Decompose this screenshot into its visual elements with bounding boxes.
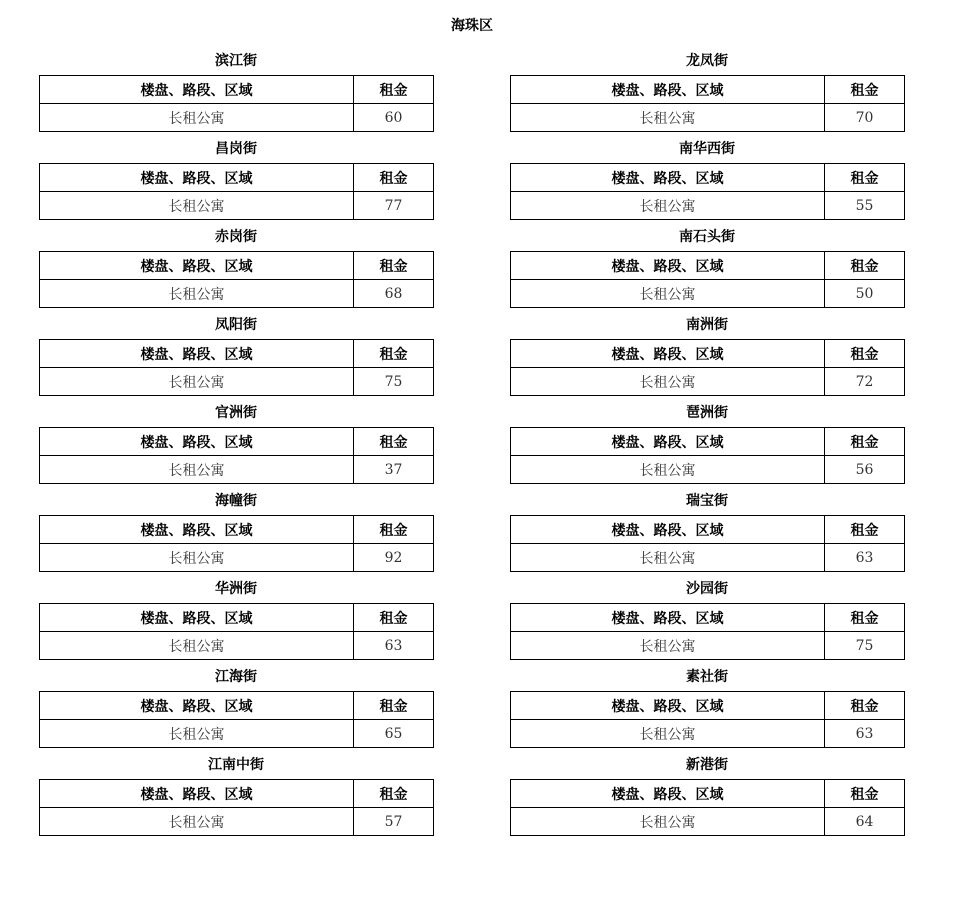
table-header-row bbox=[511, 76, 905, 104]
table-header-row bbox=[40, 692, 434, 720]
area-cell: 长租公寓 bbox=[511, 104, 825, 132]
table-header-row bbox=[511, 252, 905, 280]
area-cell: 长租公寓 bbox=[511, 544, 825, 572]
header-area: 楼盘、路段、区域 bbox=[511, 428, 825, 456]
table-row bbox=[40, 720, 434, 748]
rent-table bbox=[39, 163, 434, 220]
header-area: 楼盘、路段、区域 bbox=[511, 692, 825, 720]
table-row bbox=[511, 280, 905, 308]
header-rent: 租金 bbox=[825, 692, 905, 720]
table-header-row bbox=[511, 164, 905, 192]
table-header-row bbox=[40, 604, 434, 632]
header-rent: 租金 bbox=[825, 604, 905, 632]
rent-table bbox=[39, 603, 434, 660]
area-cell: 长租公寓 bbox=[511, 720, 825, 748]
header-rent: 租金 bbox=[354, 164, 434, 192]
street-name: 南石头街 bbox=[679, 229, 735, 245]
street-name: 龙凤街 bbox=[686, 53, 728, 69]
table-row bbox=[511, 368, 905, 396]
area-cell: 长租公寓 bbox=[40, 368, 354, 396]
rent-cell: 70 bbox=[825, 104, 905, 132]
header-area: 楼盘、路段、区域 bbox=[511, 76, 825, 104]
street-block bbox=[510, 488, 904, 576]
area-cell: 长租公寓 bbox=[40, 720, 354, 748]
rent-table bbox=[39, 779, 434, 836]
street-block bbox=[510, 48, 904, 136]
street-name: 华洲街 bbox=[215, 581, 257, 597]
table-row bbox=[40, 632, 434, 660]
table-row bbox=[40, 280, 434, 308]
street-block bbox=[510, 576, 904, 664]
header-rent: 租金 bbox=[354, 692, 434, 720]
street-name: 昌岗街 bbox=[215, 141, 257, 157]
header-rent: 租金 bbox=[354, 252, 434, 280]
rent-table bbox=[510, 427, 905, 484]
header-area: 楼盘、路段、区域 bbox=[511, 604, 825, 632]
area-cell: 长租公寓 bbox=[40, 456, 354, 484]
street-name: 南洲街 bbox=[686, 317, 728, 333]
rent-table bbox=[510, 603, 905, 660]
table-row bbox=[511, 104, 905, 132]
rent-table bbox=[39, 691, 434, 748]
street-name: 官洲街 bbox=[215, 405, 257, 421]
area-cell: 长租公寓 bbox=[40, 192, 354, 220]
street-name: 沙园街 bbox=[686, 581, 728, 597]
table-row bbox=[511, 544, 905, 572]
table-header-row bbox=[511, 692, 905, 720]
rent-table bbox=[39, 515, 434, 572]
header-rent: 租金 bbox=[354, 340, 434, 368]
rent-cell: 50 bbox=[825, 280, 905, 308]
rent-cell: 92 bbox=[354, 544, 434, 572]
area-cell: 长租公寓 bbox=[40, 544, 354, 572]
rent-cell: 55 bbox=[825, 192, 905, 220]
street-block bbox=[39, 312, 433, 400]
street-name: 新港街 bbox=[686, 757, 728, 773]
table-header-row bbox=[511, 780, 905, 808]
page-title: 海珠区 bbox=[451, 18, 493, 34]
area-cell: 长租公寓 bbox=[511, 808, 825, 836]
rent-cell: 68 bbox=[354, 280, 434, 308]
rent-cell: 65 bbox=[354, 720, 434, 748]
rent-cell: 72 bbox=[825, 368, 905, 396]
street-block bbox=[39, 576, 433, 664]
table-row bbox=[40, 808, 434, 836]
table-row bbox=[40, 456, 434, 484]
rent-cell: 63 bbox=[825, 720, 905, 748]
table-header-row bbox=[40, 780, 434, 808]
header-area: 楼盘、路段、区域 bbox=[40, 516, 354, 544]
table-row bbox=[511, 192, 905, 220]
rent-table bbox=[510, 251, 905, 308]
street-name: 素社街 bbox=[686, 669, 728, 685]
rent-table bbox=[510, 691, 905, 748]
table-header-row bbox=[511, 428, 905, 456]
table-row bbox=[40, 192, 434, 220]
street-block bbox=[39, 224, 433, 312]
rent-table bbox=[39, 427, 434, 484]
rent-table bbox=[39, 75, 434, 132]
street-block bbox=[39, 752, 433, 840]
street-block bbox=[510, 400, 904, 488]
header-rent: 租金 bbox=[354, 516, 434, 544]
area-cell: 长租公寓 bbox=[511, 280, 825, 308]
street-name: 琶洲街 bbox=[686, 405, 728, 421]
header-area: 楼盘、路段、区域 bbox=[40, 340, 354, 368]
rent-table bbox=[510, 163, 905, 220]
header-rent: 租金 bbox=[354, 780, 434, 808]
header-rent: 租金 bbox=[825, 516, 905, 544]
area-cell: 长租公寓 bbox=[511, 368, 825, 396]
area-cell: 长租公寓 bbox=[40, 808, 354, 836]
table-header-row bbox=[40, 428, 434, 456]
table-row bbox=[40, 544, 434, 572]
rent-cell: 75 bbox=[825, 632, 905, 660]
table-row bbox=[511, 632, 905, 660]
header-area: 楼盘、路段、区域 bbox=[40, 76, 354, 104]
street-block bbox=[39, 664, 433, 752]
table-header-row bbox=[40, 76, 434, 104]
header-area: 楼盘、路段、区域 bbox=[511, 516, 825, 544]
header-area: 楼盘、路段、区域 bbox=[511, 780, 825, 808]
street-name: 江海街 bbox=[215, 669, 257, 685]
table-row bbox=[511, 720, 905, 748]
header-rent: 租金 bbox=[825, 252, 905, 280]
table-header-row bbox=[511, 604, 905, 632]
header-rent: 租金 bbox=[354, 428, 434, 456]
rent-table bbox=[510, 515, 905, 572]
street-block bbox=[39, 136, 433, 224]
left-column bbox=[39, 48, 433, 840]
rent-cell: 60 bbox=[354, 104, 434, 132]
table-header-row bbox=[40, 516, 434, 544]
street-name: 凤阳街 bbox=[215, 317, 257, 333]
header-rent: 租金 bbox=[825, 164, 905, 192]
street-name: 滨江街 bbox=[215, 53, 257, 69]
rent-table bbox=[510, 779, 905, 836]
street-block bbox=[510, 224, 904, 312]
rent-table bbox=[39, 251, 434, 308]
area-cell: 长租公寓 bbox=[511, 632, 825, 660]
street-block bbox=[510, 664, 904, 752]
rent-table bbox=[510, 75, 905, 132]
street-name: 瑞宝街 bbox=[686, 493, 728, 509]
area-cell: 长租公寓 bbox=[40, 280, 354, 308]
table-row bbox=[40, 104, 434, 132]
street-block bbox=[510, 312, 904, 400]
header-area: 楼盘、路段、区域 bbox=[511, 252, 825, 280]
street-block bbox=[39, 400, 433, 488]
rent-cell: 63 bbox=[825, 544, 905, 572]
header-rent: 租金 bbox=[825, 340, 905, 368]
rent-cell: 64 bbox=[825, 808, 905, 836]
right-column bbox=[510, 48, 904, 840]
street-name: 赤岗街 bbox=[215, 229, 257, 245]
table-row bbox=[40, 368, 434, 396]
table-row bbox=[511, 808, 905, 836]
header-area: 楼盘、路段、区域 bbox=[40, 604, 354, 632]
table-header-row bbox=[511, 340, 905, 368]
header-rent: 租金 bbox=[354, 76, 434, 104]
table-header-row bbox=[40, 164, 434, 192]
rent-cell: 57 bbox=[354, 808, 434, 836]
header-rent: 租金 bbox=[825, 428, 905, 456]
rent-cell: 56 bbox=[825, 456, 905, 484]
rent-cell: 63 bbox=[354, 632, 434, 660]
header-area: 楼盘、路段、区域 bbox=[40, 164, 354, 192]
street-name: 海幢街 bbox=[215, 493, 257, 509]
street-name: 南华西街 bbox=[679, 141, 735, 157]
header-area: 楼盘、路段、区域 bbox=[40, 692, 354, 720]
rent-cell: 37 bbox=[354, 456, 434, 484]
rent-table bbox=[510, 339, 905, 396]
header-area: 楼盘、路段、区域 bbox=[511, 340, 825, 368]
header-area: 楼盘、路段、区域 bbox=[40, 252, 354, 280]
rent-table bbox=[39, 339, 434, 396]
header-area: 楼盘、路段、区域 bbox=[511, 164, 825, 192]
header-rent: 租金 bbox=[825, 780, 905, 808]
area-cell: 长租公寓 bbox=[40, 104, 354, 132]
street-block bbox=[39, 488, 433, 576]
table-header-row bbox=[40, 252, 434, 280]
header-area: 楼盘、路段、区域 bbox=[40, 428, 354, 456]
street-block bbox=[510, 136, 904, 224]
area-cell: 长租公寓 bbox=[511, 192, 825, 220]
area-cell: 长租公寓 bbox=[40, 632, 354, 660]
street-block bbox=[510, 752, 904, 840]
header-rent: 租金 bbox=[354, 604, 434, 632]
table-header-row bbox=[40, 340, 434, 368]
area-cell: 长租公寓 bbox=[511, 456, 825, 484]
table-row bbox=[511, 456, 905, 484]
header-area: 楼盘、路段、区域 bbox=[40, 780, 354, 808]
street-name: 江南中街 bbox=[208, 757, 264, 773]
header-rent: 租金 bbox=[825, 76, 905, 104]
street-block bbox=[39, 48, 433, 136]
rent-cell: 77 bbox=[354, 192, 434, 220]
rent-cell: 75 bbox=[354, 368, 434, 396]
table-header-row bbox=[511, 516, 905, 544]
